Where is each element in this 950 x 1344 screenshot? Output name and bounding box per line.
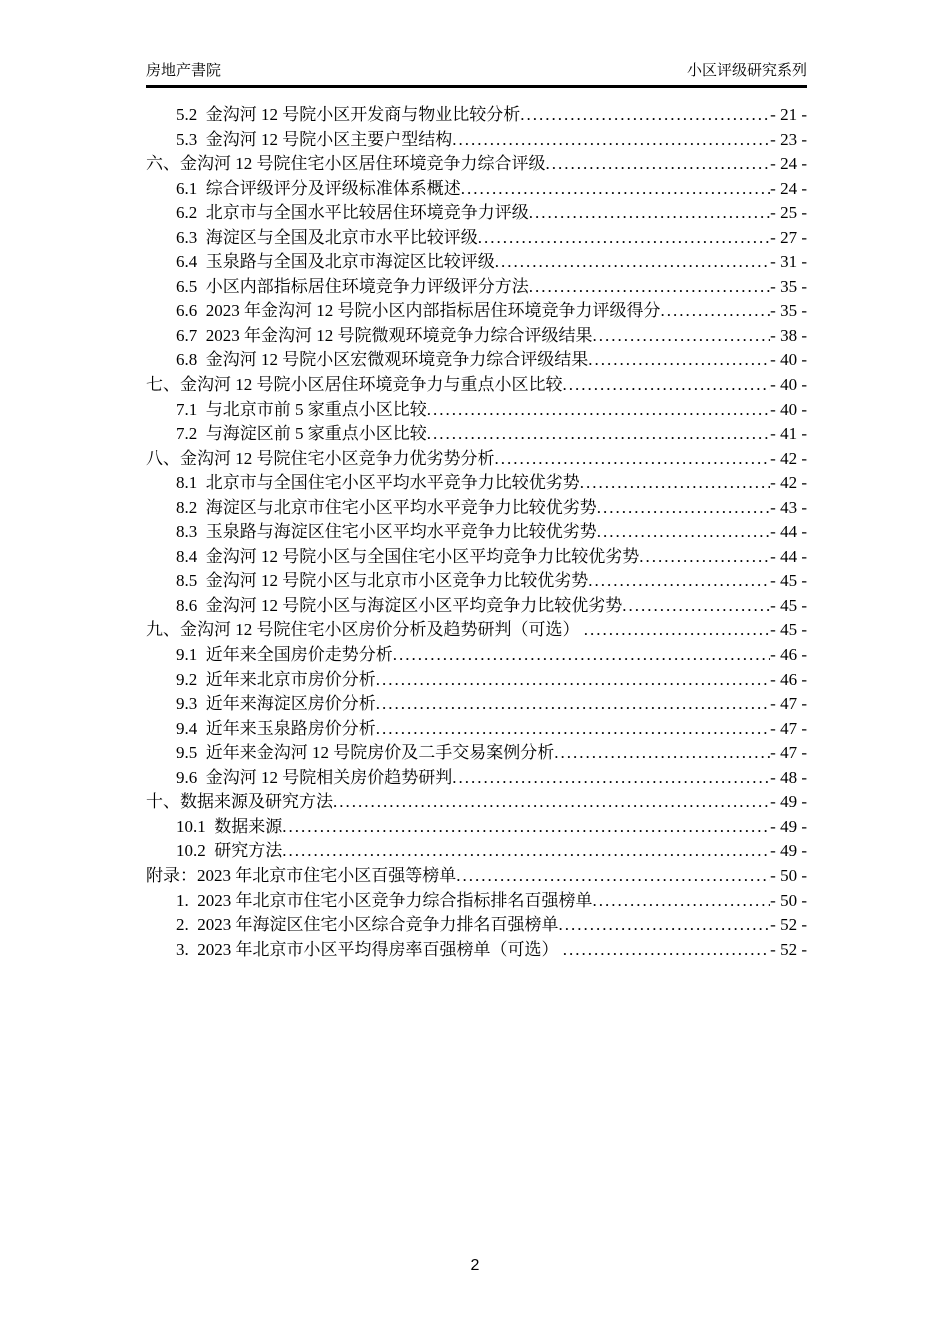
toc-entry-page: - 23 - (770, 129, 807, 149)
header-rule (146, 85, 807, 88)
toc-entry-label: 7.2 与海淀区前 5 家重点小区比较 (176, 424, 427, 444)
toc-dot-leader (563, 938, 770, 963)
toc-entry-page: - 38 - (770, 325, 807, 345)
toc-entry-page: - 27 - (770, 227, 807, 247)
toc-entry-page: - 44 - (770, 546, 807, 566)
toc-entry-page: - 44 - (770, 522, 807, 542)
toc-entry (146, 692, 807, 717)
toc-entry (146, 250, 807, 275)
toc-entry-page: - 41 - (770, 424, 807, 444)
toc-entry-label: 5.3 金沟河 12 号院小区主要户型结构 (176, 129, 453, 149)
toc-entry-label: 9.6 金沟河 12 号院相关房价趋势研判 (176, 767, 453, 787)
toc-dot-leader (393, 643, 770, 668)
toc-entry (146, 864, 807, 889)
toc-entry (146, 766, 807, 791)
toc-dot-leader (376, 717, 770, 742)
toc-dot-leader (661, 299, 771, 324)
toc-dot-leader (478, 226, 770, 251)
toc-entry-page: - 24 - (770, 154, 807, 174)
toc-entry-label: 2. 2023 年海淀区住宅小区综合竞争力排名百强榜单 (176, 915, 559, 935)
toc-entry (146, 496, 807, 521)
toc-entry-page: - 40 - (770, 399, 807, 419)
toc-entry (146, 643, 807, 668)
toc-entry (146, 422, 807, 447)
toc-entry-label: 附录：2023 年北京市住宅小区百强等榜单 (146, 865, 457, 885)
toc-entry-page: - 45 - (770, 571, 807, 591)
toc-dot-leader (593, 889, 771, 914)
toc-entry-label: 6.1 综合评级评分及评级标准体系概述 (176, 178, 461, 198)
toc-entry-label: 3. 2023 年北京市小区平均得房率百强榜单（可选） (176, 939, 563, 959)
toc-entry-page: - 50 - (770, 865, 807, 885)
toc-entry-label: 6.2 北京市与全国水平比较居住环境竞争力评级 (176, 203, 529, 223)
toc-entry-label: 6.3 海淀区与全国及北京市水平比较评级 (176, 227, 478, 247)
toc-dot-leader (529, 275, 770, 300)
page-header (146, 60, 807, 82)
header-right-title: 小区评级研究系列 (686, 62, 807, 79)
toc-entry (146, 324, 807, 349)
toc-dot-leader (588, 348, 770, 373)
page-number: 2 (470, 1257, 480, 1274)
toc-entry-label: 9.3 近年来海淀区房价分析 (176, 694, 376, 714)
toc-entry-page: - 42 - (770, 448, 807, 468)
toc-dot-leader (584, 618, 770, 643)
toc-entry-page: - 47 - (770, 718, 807, 738)
toc-dot-leader (461, 177, 770, 202)
toc-entry (146, 618, 807, 643)
toc-entry-page: - 45 - (770, 595, 807, 615)
toc-entry-page: - 47 - (770, 694, 807, 714)
toc-entry (146, 569, 807, 594)
toc-dot-leader (580, 471, 770, 496)
toc-entry-page: - 48 - (770, 767, 807, 787)
toc-entry-label: 10.1 数据来源 (176, 816, 283, 836)
toc-entry (146, 839, 807, 864)
toc-entry-label: 8.5 金沟河 12 号院小区与北京市小区竞争力比较优劣势 (176, 571, 589, 591)
toc-dot-leader (597, 520, 770, 545)
toc-entry-page: - 35 - (770, 301, 807, 321)
toc-dot-leader (282, 839, 770, 864)
toc-entry (146, 299, 807, 324)
toc-entry-page: - 52 - (770, 939, 807, 959)
toc-dot-leader (427, 422, 770, 447)
toc-entry-label: 10.2 研究方法 (176, 841, 283, 861)
toc-entry-page: - 49 - (770, 841, 807, 861)
toc-dot-leader (563, 373, 771, 398)
header-left-title: 房地产書院 (146, 62, 222, 79)
toc-entry-label: 八、金沟河 12 号院住宅小区竞争力优劣势分析 (146, 448, 495, 468)
toc-dot-leader (639, 545, 770, 570)
toc-entry-page: - 25 - (770, 203, 807, 223)
toc-entry-label: 6.4 玉泉路与全国及北京市海淀区比较评级 (176, 252, 495, 272)
toc-dot-leader (427, 398, 770, 423)
toc-entry (146, 815, 807, 840)
toc-entry (146, 398, 807, 423)
toc-entry-label: 8.4 金沟河 12 号院小区与全国住宅小区平均竞争力比较优劣势 (176, 546, 640, 566)
toc-entry-label: 6.8 金沟河 12 号院小区宏微观环境竞争力综合评级结果 (176, 350, 589, 370)
toc-entry-label: 九、金沟河 12 号院住宅小区房价分析及趋势研判（可选） (146, 620, 584, 640)
toc-entry-label: 9.4 近年来玉泉路房价分析 (176, 718, 376, 738)
toc-dot-leader (559, 913, 771, 938)
toc-entry-page: - 31 - (770, 252, 807, 272)
toc-entry-label: 8.3 玉泉路与海淀区住宅小区平均水平竞争力比较优劣势 (176, 522, 597, 542)
toc-entry (146, 668, 807, 693)
toc-entry (146, 373, 807, 398)
toc-entry-page: - 47 - (770, 743, 807, 763)
toc-entry (146, 471, 807, 496)
toc-dot-leader (495, 447, 771, 472)
toc-dot-leader (588, 569, 770, 594)
toc-dot-leader (452, 766, 770, 791)
toc-entry-label: 9.5 近年来金沟河 12 号院房价及二手交易案例分析 (176, 743, 555, 763)
toc-dot-leader (452, 128, 770, 153)
toc-entry-label: 6.5 小区内部指标居住环境竞争力评级评分方法 (176, 276, 529, 296)
toc-entry (146, 520, 807, 545)
toc-dot-leader (529, 201, 770, 226)
toc-entry-label: 9.1 近年来全国房价走势分析 (176, 645, 393, 665)
toc-entry-page: - 43 - (770, 497, 807, 517)
toc-entry-page: - 40 - (770, 375, 807, 395)
toc-entry (146, 447, 807, 472)
toc-entry-label: 8.2 海淀区与北京市住宅小区平均水平竞争力比较优劣势 (176, 497, 597, 517)
toc-entry-page: - 50 - (770, 890, 807, 910)
toc-dot-leader (456, 864, 770, 889)
toc-entry (146, 717, 807, 742)
toc-dot-leader (282, 815, 770, 840)
toc-entry-label: 5.2 金沟河 12 号院小区开发商与物业比较分析 (176, 105, 521, 124)
toc-dot-leader (495, 250, 770, 275)
toc-entry-page: - 46 - (770, 669, 807, 689)
toc-entry-label: 6.6 2023 年金沟河 12 号院小区内部指标居住环境竞争力评级得分 (176, 301, 661, 321)
toc-dot-leader (520, 103, 770, 128)
toc-entry-page: - 35 - (770, 276, 807, 296)
toc-entry-page: - 24 - (770, 178, 807, 198)
toc-dot-leader (597, 496, 770, 521)
toc-entry (146, 545, 807, 570)
toc-entry-label: 7.1 与北京市前 5 家重点小区比较 (176, 399, 427, 419)
toc-entry-label: 8.6 金沟河 12 号院小区与海淀区小区平均竞争力比较优劣势 (176, 595, 623, 615)
toc-entry-label: 6.7 2023 年金沟河 12 号院微观环境竞争力综合评级结果 (176, 325, 593, 345)
toc-entry-label: 1. 2023 年北京市住宅小区竞争力综合指标排名百强榜单 (176, 890, 593, 910)
toc-entry (146, 913, 807, 938)
toc-entry (146, 741, 807, 766)
toc-entry-label: 七、金沟河 12 号院小区居住环境竞争力与重点小区比较 (146, 375, 563, 395)
toc-entry-label: 9.2 近年来北京市房价分析 (176, 669, 376, 689)
page-footer (0, 1256, 950, 1276)
toc-dot-leader (554, 741, 770, 766)
toc-entry (146, 201, 807, 226)
toc-dot-leader (622, 594, 770, 619)
table-of-contents (146, 103, 807, 962)
toc-dot-leader (376, 668, 770, 693)
toc-entry-page: - 49 - (770, 792, 807, 812)
toc-entry (146, 226, 807, 251)
toc-entry-label: 十、数据来源及研究方法 (146, 792, 333, 812)
toc-entry (146, 128, 807, 153)
toc-entry-page: - 49 - (770, 816, 807, 836)
toc-entry-page: - 40 - (770, 350, 807, 370)
toc-dot-leader (376, 692, 770, 717)
toc-dot-leader (593, 324, 771, 349)
toc-entry (146, 275, 807, 300)
toc-dot-leader (546, 152, 771, 177)
toc-entry (146, 790, 807, 815)
toc-dot-leader (333, 790, 770, 815)
toc-entry (146, 177, 807, 202)
toc-entry-page: - 42 - (770, 473, 807, 493)
toc-entry-label: 六、金沟河 12 号院住宅小区居住环境竞争力综合评级 (146, 154, 546, 174)
toc-entry (146, 348, 807, 373)
toc-entry (146, 103, 807, 128)
toc-entry-page: - 45 - (770, 620, 807, 640)
toc-entry-page: - 21 - (770, 105, 807, 124)
toc-entry-label: 8.1 北京市与全国住宅小区平均水平竞争力比较优劣势 (176, 473, 580, 493)
toc-entry (146, 938, 807, 963)
toc-entry-page: - 46 - (770, 645, 807, 665)
toc-entry (146, 889, 807, 914)
toc-entry (146, 594, 807, 619)
toc-entry-page: - 52 - (770, 915, 807, 935)
toc-entry (146, 152, 807, 177)
